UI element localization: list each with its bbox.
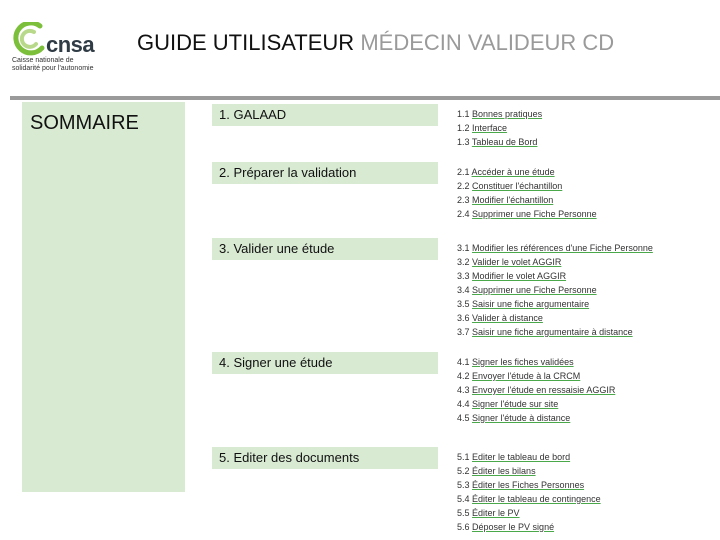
section-title: 1. GALAAD bbox=[212, 104, 438, 126]
toc-link[interactable]: 3.4 Supprimer une Fiche Personne bbox=[457, 285, 597, 295]
section-links bbox=[457, 241, 719, 339]
toc-link[interactable]: 5.4 Éditer le tableau de contingence bbox=[457, 494, 601, 504]
toc-link[interactable]: 4.5 Signer l'étude à distance bbox=[457, 413, 571, 423]
section-links bbox=[457, 107, 719, 149]
title-role: MÉDECIN VALIDEUR CD bbox=[360, 30, 615, 55]
cnsa-logo-icon bbox=[10, 22, 46, 56]
toc-link[interactable]: 3.3 Modifier le volet AGGIR bbox=[457, 271, 567, 281]
toc-link[interactable]: 1.3 Tableau de Bord bbox=[457, 137, 538, 147]
toc-link[interactable]: 3.5 Saisir une fiche argumentaire bbox=[457, 299, 590, 309]
logo-subtitle: Caisse nationale de solidarité pour l'autonomie bbox=[12, 57, 94, 72]
toc-link[interactable]: 2.4 Supprimer une Fiche Personne bbox=[457, 209, 597, 219]
toc-link[interactable]: 4.3 Envoyer l'étude en ressaisie AGGIR bbox=[457, 385, 616, 395]
section-title: 2. Préparer la validation bbox=[212, 162, 438, 184]
toc-link[interactable]: 5.6 Déposer le PV signé bbox=[457, 522, 555, 532]
sidebar-label: SOMMAIRE bbox=[30, 112, 139, 134]
section-title: 5. Editer des documents bbox=[212, 447, 438, 469]
toc-link[interactable]: 5.2 Éditer les bilans bbox=[457, 466, 536, 476]
section-links bbox=[457, 355, 719, 425]
cnsa-logo bbox=[10, 22, 96, 78]
toc-link[interactable]: 5.1 Editer le tableau de bord bbox=[457, 452, 571, 462]
toc-link[interactable]: 4.1 Signer les fiches validées bbox=[457, 357, 574, 367]
toc-link[interactable]: 2.1 Accéder à une étude bbox=[457, 167, 555, 177]
toc-link[interactable]: 1.1 Bonnes pratiques bbox=[457, 109, 543, 119]
toc-link[interactable]: 1.2 Interface bbox=[457, 123, 508, 133]
title-main: GUIDE UTILISATEUR bbox=[137, 30, 355, 55]
header-divider bbox=[10, 96, 720, 100]
page-title bbox=[137, 30, 614, 56]
section-links bbox=[457, 165, 719, 221]
toc-link[interactable]: 3.2 Valider le volet AGGIR bbox=[457, 257, 562, 267]
toc-link[interactable]: 3.1 Modifier les références d'une Fiche Personne bbox=[457, 243, 653, 253]
toc-link[interactable]: 2.3 Modifier l'échantillon bbox=[457, 195, 554, 205]
logo-wordmark: cnsa bbox=[46, 32, 95, 57]
toc-link[interactable]: 3.6 Valider à distance bbox=[457, 313, 543, 323]
section-links bbox=[457, 450, 719, 534]
toc-link[interactable]: 5.3 Éditer les Fiches Personnes bbox=[457, 480, 585, 490]
toc-link[interactable]: 4.4 Signer l'étude sur site bbox=[457, 399, 559, 409]
section-title: 4. Signer une étude bbox=[212, 352, 438, 374]
sidebar-panel bbox=[22, 102, 185, 492]
toc-link[interactable]: 3.7 Saisir une fiche argumentaire à distance bbox=[457, 327, 633, 337]
toc-link[interactable]: 5.5 Éditer le PV bbox=[457, 508, 520, 518]
section-title: 3. Valider une étude bbox=[212, 238, 438, 260]
toc-link[interactable]: 2.2 Constituer l'échantillon bbox=[457, 181, 563, 191]
toc-link[interactable]: 4.2 Envoyer l'étude à la CRCM bbox=[457, 371, 581, 381]
